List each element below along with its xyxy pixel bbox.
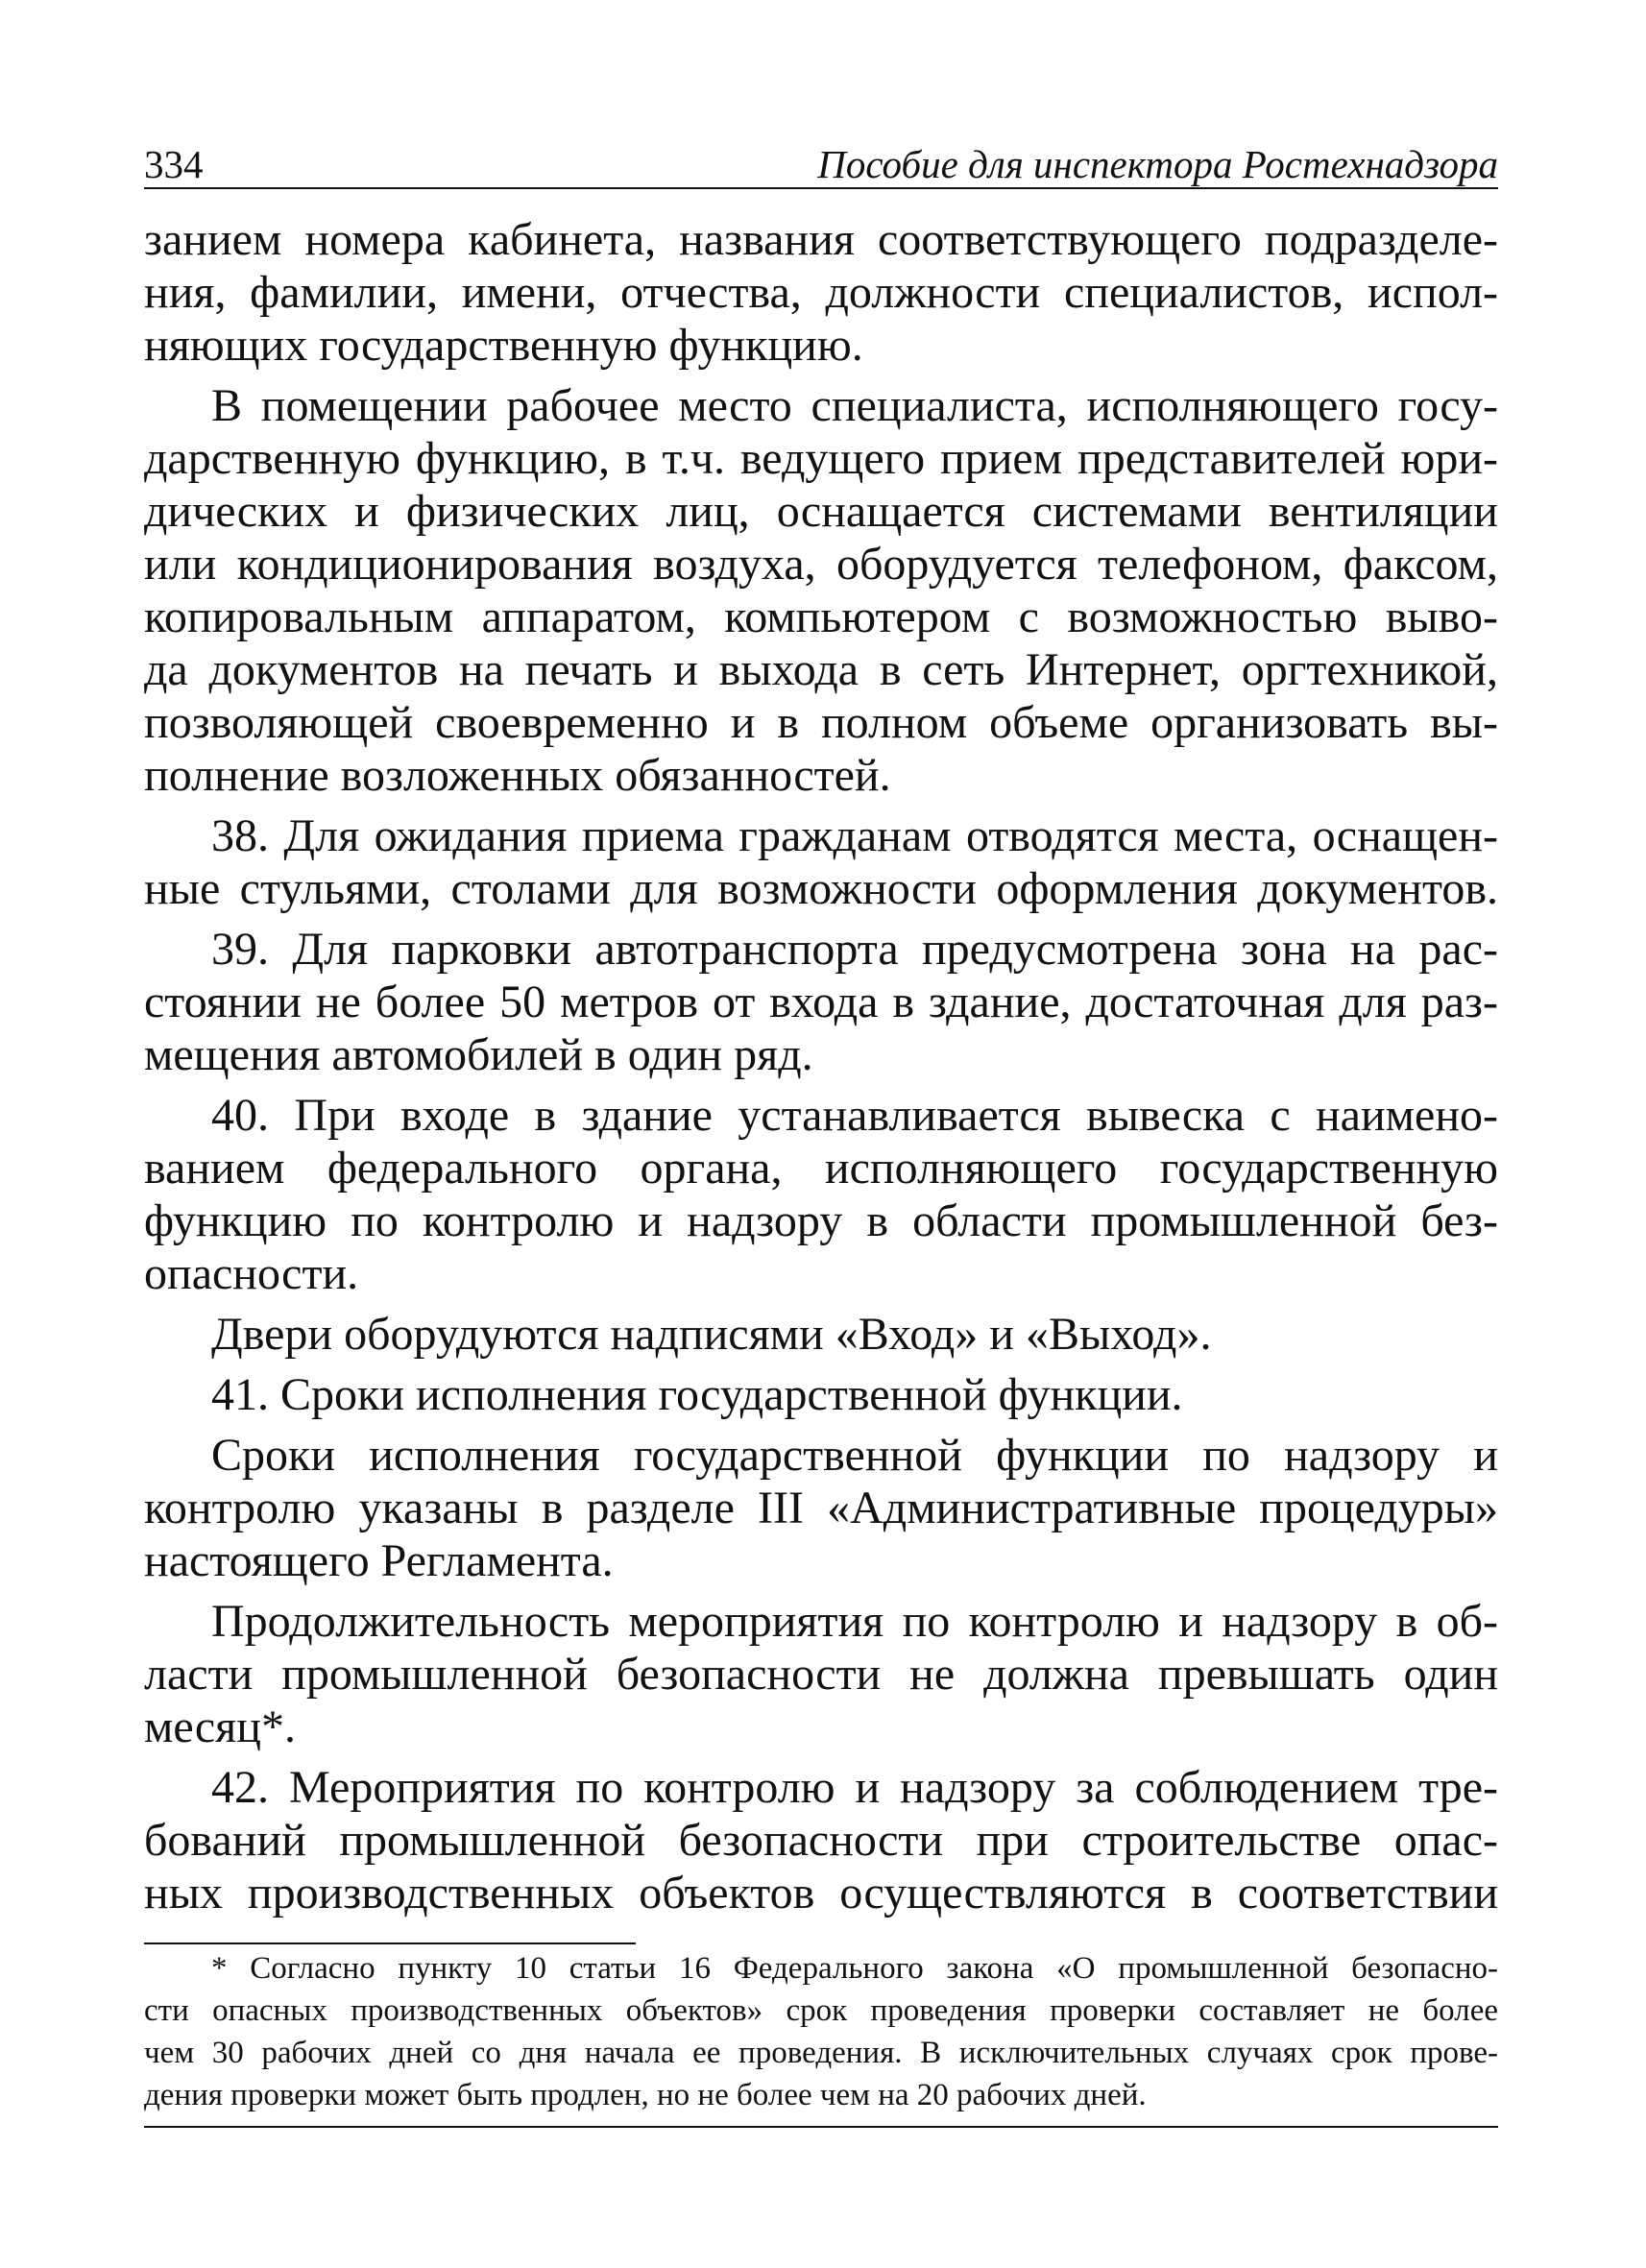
body-line: настоящего Регламента. — [144, 1535, 614, 1586]
body-line: функцию по контролю и надзору в области промышленной без- — [144, 1195, 1498, 1246]
footnote-line: * Согласно пункту 10 статьи 16 Федерального закона «О промышленной безопасно- — [211, 1951, 1498, 1986]
body-line: 41. Сроки исполнения государственной функции. — [211, 1369, 1183, 1420]
body-line: Двери оборудуются надписями «Вход» и «Выход». — [211, 1309, 1212, 1360]
header-rule — [144, 187, 1498, 189]
body-line: контролю указаны в разделе III «Административные процедуры» — [144, 1483, 1498, 1533]
running-head — [144, 140, 1498, 188]
footnote-line: чем 30 рабочих дней со дня начала ее проведения. В исключительных случаях срок прове- — [144, 2036, 1498, 2070]
body-line: или кондиционирования воздуха, оборудуется телефоном, факсом, — [144, 539, 1498, 590]
body-line: опасности. — [144, 1248, 359, 1299]
body-line: В помещении рабочее место специалиста, исполняющего госу- — [211, 380, 1498, 431]
footnote-rule — [144, 1942, 636, 1944]
body-line: ных производственных объектов осуществляются в соответствии — [144, 1868, 1498, 1918]
body-line: няющих государственную функцию. — [144, 320, 863, 371]
body-line: полнение возложенных обязанностей. — [144, 750, 891, 801]
page-number: 334 — [144, 142, 204, 186]
body-line: ванием федерального органа, исполняющего государственную — [144, 1143, 1498, 1194]
body-line: 38. Для ожидания приема гражданам отводятся места, оснащен- — [211, 810, 1498, 861]
body-line: бований промышленной безопасности при строительстве опас- — [144, 1815, 1498, 1866]
body-line: месяц*. — [144, 1701, 296, 1752]
body-line: 42. Мероприятия по контролю и надзору за соблюдением тре- — [211, 1762, 1498, 1813]
body-line: Продолжительность мероприятия по контролю и надзору в об- — [211, 1596, 1498, 1647]
body-line: Сроки исполнения государственной функции по надзору и — [211, 1430, 1498, 1481]
body-line: мещения автомобилей в один ряд. — [144, 1029, 813, 1080]
body-line: дарственную функцию, в т.ч. ведущего прием представителей юри- — [144, 433, 1498, 484]
bottom-rule — [144, 2126, 1498, 2128]
body-line: занием номера кабинета, названия соответствующего подразделе- — [144, 214, 1498, 265]
footnote-line: дения проверки может быть продлен, но не более чем на 20 рабочих дней. — [144, 2078, 1147, 2112]
body-line: ласти промышленной безопасности не должна превышать один — [144, 1649, 1498, 1700]
footnote-line: сти опасных производственных объектов» срок проведения проверки составляет не более — [144, 1993, 1498, 2028]
body-line: 40. При входе в здание устанавливается вывеска с наимено- — [211, 1090, 1498, 1141]
body-line: 39. Для парковки автотранспорта предусмотрена зона на рас- — [211, 924, 1498, 975]
body-line: стоянии не более 50 метров от входа в здание, достаточная для раз- — [144, 977, 1498, 1027]
body-line: ные стульями, столами для возможности оформления документов. — [144, 863, 1498, 914]
body-line: копировальным аппаратом, компьютером с возможностью выво- — [144, 591, 1498, 642]
body-line: дических и физических лиц, оснащается системами вентиляции — [144, 486, 1498, 537]
body-line: ния, фамилии, имени, отчества, должности специалистов, испол- — [144, 267, 1498, 318]
body-line: позволяющей своевременно и в полном объеме организовать вы- — [144, 697, 1498, 748]
body-line: да документов на печать и выхода в сеть Интернет, оргтехникой, — [144, 644, 1498, 695]
running-title: Пособие для инспектора Ростехнадзора — [817, 142, 1498, 186]
body-text — [144, 213, 1498, 1919]
footnote — [144, 1947, 1498, 2116]
